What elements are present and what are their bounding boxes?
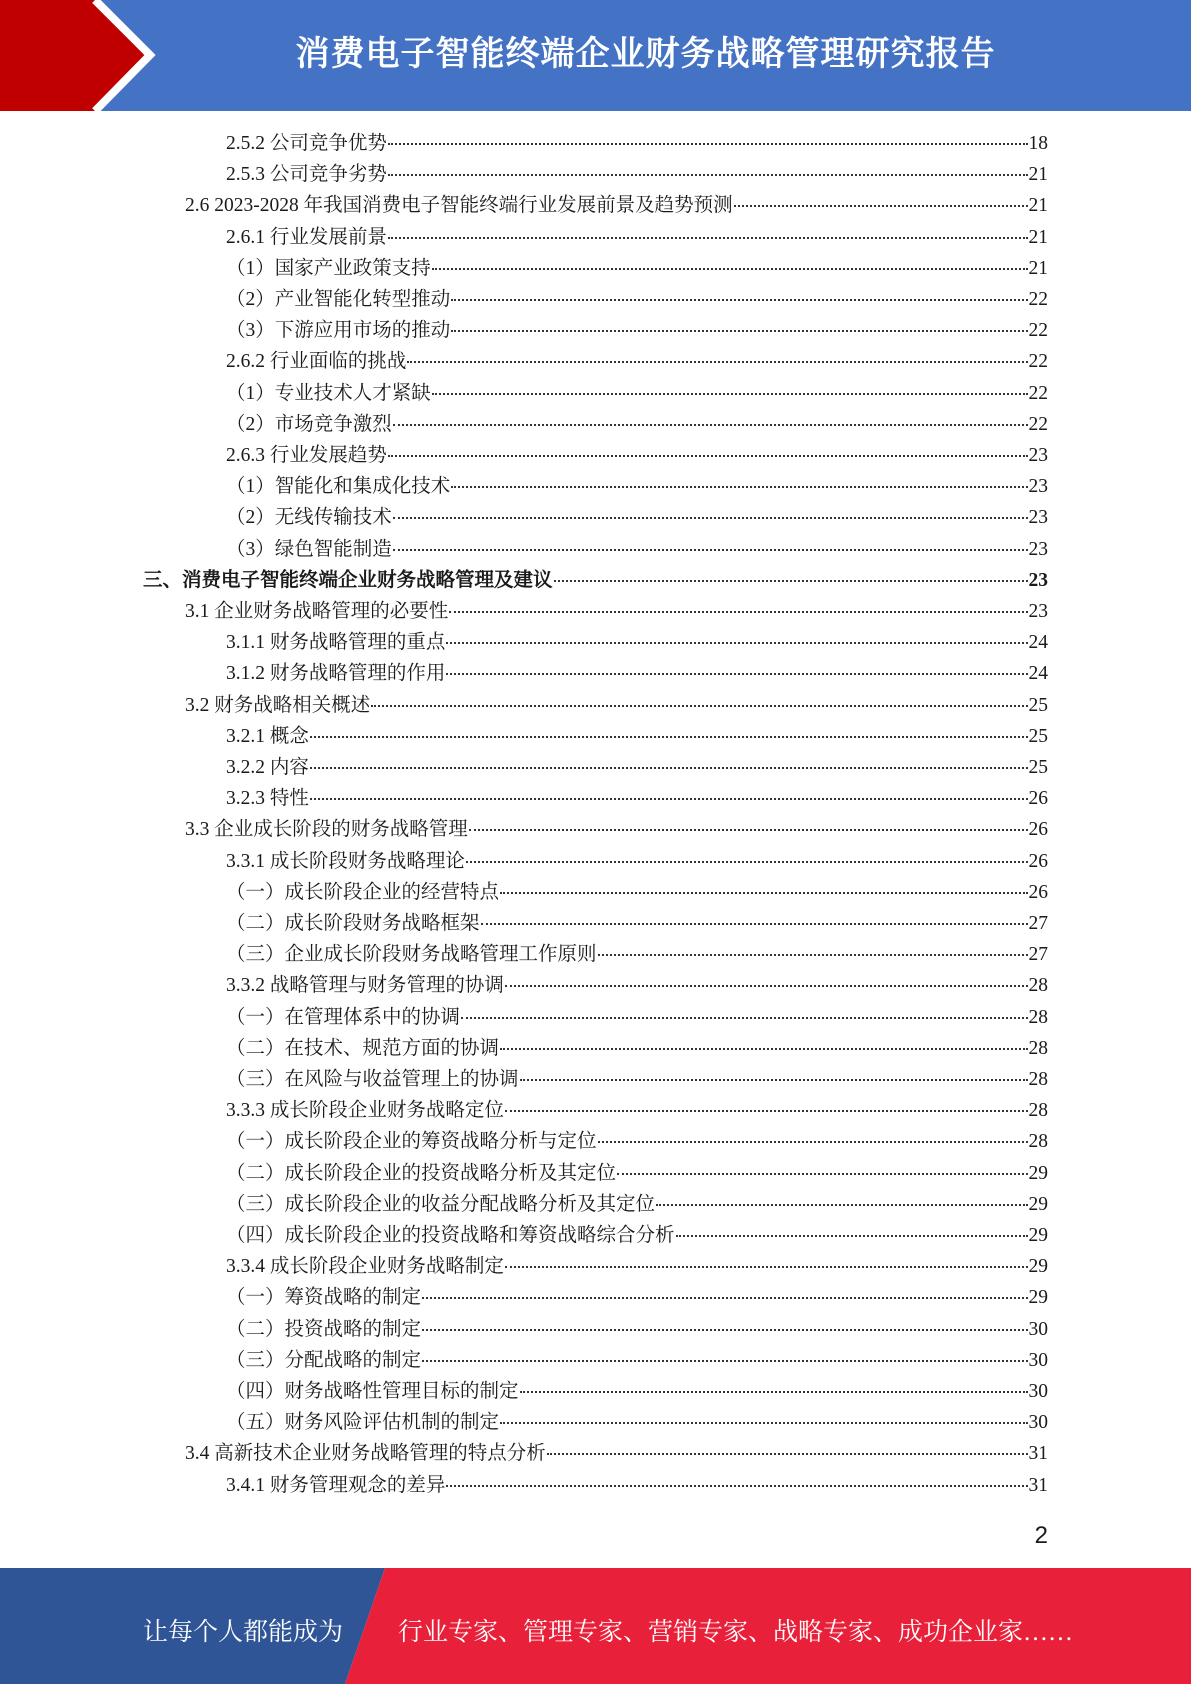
toc-entry-page: 30 xyxy=(1028,1318,1048,1340)
toc-entry-label: 3.3.1 成长阶段财务战略理论 xyxy=(226,850,465,872)
toc-entry[interactable] xyxy=(226,127,1048,155)
toc-entry[interactable] xyxy=(226,1281,1048,1309)
report-title: 消费电子智能终端企业财务战略管理研究报告 xyxy=(295,34,996,74)
toc-leader-dots xyxy=(449,611,1027,613)
footer-slogan-left: 让每个人都能成为 xyxy=(143,1619,344,1646)
toc-entry-label: 3.4 高新技术企业财务战略管理的特点分析 xyxy=(185,1443,546,1465)
toc-entry-label: （三）企业成长阶段财务战略管理工作原则 xyxy=(226,944,597,966)
toc-leader-dots xyxy=(598,1141,1028,1143)
toc-entry-page: 31 xyxy=(1028,1443,1048,1465)
toc-entry-label: 2.5.2 公司竞争优势 xyxy=(226,133,387,154)
toc-leader-dots xyxy=(505,985,1028,987)
toc-entry-page: 29 xyxy=(1028,1225,1048,1246)
toc-leader-dots xyxy=(500,1422,1027,1424)
toc-entry-label: （一）成长阶段企业的筹资战略分析与定位 xyxy=(226,1131,597,1153)
toc-leader-dots xyxy=(469,829,1028,831)
toc-entry-label: （三）在风险与收益管理上的协调 xyxy=(226,1069,519,1090)
toc-entry-page: 27 xyxy=(1028,913,1048,934)
toc-entry-label: 3.2.1 概念 xyxy=(226,725,309,747)
toc-entry-page: 24 xyxy=(1028,632,1048,654)
toc-entry-page: 23 xyxy=(1028,476,1048,498)
toc-entry-page: 23 xyxy=(1028,601,1048,622)
toc-leader-dots xyxy=(598,954,1028,956)
toc-leader-dots xyxy=(466,861,1028,863)
page-footer xyxy=(0,1568,1191,1684)
toc-entry[interactable] xyxy=(226,1344,1048,1372)
toc-entry[interactable] xyxy=(226,1250,1048,1278)
toc-leader-dots xyxy=(422,1297,1027,1299)
toc-entry[interactable] xyxy=(226,1469,1048,1497)
toc-entry[interactable] xyxy=(226,314,1048,342)
toc-leader-dots xyxy=(547,1453,1028,1455)
toc-entry-page: 18 xyxy=(1028,133,1048,154)
toc-entry-label: （3）绿色智能制造 xyxy=(226,538,392,560)
toc-entry-page: 28 xyxy=(1028,1037,1048,1059)
toc-entry-page: 26 xyxy=(1028,881,1048,903)
toc-entry-page: 26 xyxy=(1028,819,1048,841)
toc-leader-dots xyxy=(432,268,1028,270)
toc-entry[interactable] xyxy=(226,720,1048,748)
toc-entry-page: 21 xyxy=(1028,226,1048,248)
toc-entry-label: （二）投资战略的制定 xyxy=(226,1318,422,1340)
toc-entry-label: （2）产业智能化转型推动 xyxy=(226,289,451,310)
toc-entry[interactable] xyxy=(226,283,1048,311)
toc-leader-dots xyxy=(310,736,1028,738)
toc-entry-page: 23 xyxy=(1028,507,1048,529)
toc-entry[interactable] xyxy=(185,689,1048,717)
toc-entry[interactable] xyxy=(226,533,1048,561)
toc-entry-label: 3.1.1 财务战略管理的重点 xyxy=(226,632,446,654)
toc-leader-dots xyxy=(432,393,1028,395)
toc-entry[interactable] xyxy=(226,876,1048,904)
toc-leader-dots xyxy=(422,1329,1027,1331)
toc-entry[interactable] xyxy=(226,377,1048,405)
toc-entry-page: 26 xyxy=(1028,788,1048,810)
toc-entry[interactable] xyxy=(226,345,1048,373)
toc-leader-dots xyxy=(388,174,1028,176)
toc-entry-page: 28 xyxy=(1028,1006,1048,1028)
toc-entry-label: 2.6.2 行业面临的挑战 xyxy=(226,351,407,373)
toc-entry-page: 30 xyxy=(1028,1412,1048,1434)
toc-entry-label: 3.1 企业财务战略管理的必要性 xyxy=(185,601,449,622)
toc-entry-page: 21 xyxy=(1028,257,1048,279)
toc-entry[interactable] xyxy=(185,1437,1048,1465)
toc-entry-label: （一）筹资战略的制定 xyxy=(226,1287,422,1309)
toc-entry-label: 3.1.2 财务战略管理的作用 xyxy=(226,663,446,685)
toc-entry-label: 三、消费电子智能终端企业财务战略管理及建议 xyxy=(143,569,553,591)
toc-entry[interactable] xyxy=(226,1219,1048,1247)
toc-entry-label: 3.3 企业成长阶段的财务战略管理 xyxy=(185,819,468,841)
toc-leader-dots xyxy=(451,486,1027,488)
toc-leader-dots xyxy=(446,1485,1027,1487)
toc-entry[interactable] xyxy=(226,470,1048,498)
toc-leader-dots xyxy=(310,798,1028,800)
toc-leader-dots xyxy=(676,1235,1028,1237)
toc-leader-dots xyxy=(422,1360,1027,1362)
toc-entry-page: 27 xyxy=(1028,944,1048,966)
toc-entry-label: （五）财务风险评估机制的制定 xyxy=(226,1412,500,1434)
toc-entry-label: （二）成长阶段财务战略框架 xyxy=(226,913,480,934)
toc-entry[interactable] xyxy=(226,221,1048,249)
toc-entry-page: 22 xyxy=(1028,320,1048,342)
toc-entry-label: 2.6.1 行业发展前景 xyxy=(226,226,387,248)
toc-entry[interactable] xyxy=(226,626,1048,654)
toc-entry-page: 23 xyxy=(1028,569,1048,591)
toc-entry-label: 3.2.2 内容 xyxy=(226,757,309,778)
toc-entry-page: 28 xyxy=(1028,1069,1048,1090)
toc-leader-dots xyxy=(388,143,1028,145)
toc-leader-dots xyxy=(393,517,1028,519)
toc-entry-label: 2.6.3 行业发展趋势 xyxy=(226,445,387,466)
toc-leader-dots xyxy=(388,455,1028,457)
toc-entry[interactable] xyxy=(185,595,1048,623)
toc-entry-page: 21 xyxy=(1028,195,1048,217)
toc-entry[interactable] xyxy=(226,657,1048,685)
toc-entry[interactable] xyxy=(185,813,1048,841)
toc-entry-page: 22 xyxy=(1028,351,1048,373)
toc-entry-label: 3.3.3 成长阶段企业财务战略定位 xyxy=(226,1100,504,1122)
toc-entry-label: （2）市场竞争激烈 xyxy=(226,413,392,435)
toc-entry-page: 30 xyxy=(1028,1349,1048,1371)
toc-entry-page: 29 xyxy=(1028,1256,1048,1278)
toc-entry[interactable] xyxy=(226,938,1048,966)
toc-entry[interactable] xyxy=(226,1375,1048,1403)
toc-entry-page: 28 xyxy=(1028,1131,1048,1153)
toc-entry[interactable] xyxy=(226,1063,1048,1091)
toc-leader-dots xyxy=(451,330,1027,332)
toc-entry-page: 23 xyxy=(1028,538,1048,560)
toc-leader-dots xyxy=(500,1048,1027,1050)
toc-entry-label: 3.2.3 特性 xyxy=(226,788,309,810)
toc-entry[interactable] xyxy=(226,845,1048,873)
toc-leader-dots xyxy=(554,580,1028,582)
toc-entry-label: 3.4.1 财务管理观念的差异 xyxy=(226,1474,446,1496)
toc-entry-page: 29 xyxy=(1028,1162,1048,1184)
toc-entry[interactable] xyxy=(226,1125,1048,1153)
toc-entry-page: 24 xyxy=(1028,663,1048,685)
toc-entry[interactable] xyxy=(226,1313,1048,1341)
toc-entry-page: 22 xyxy=(1028,289,1048,310)
toc-entry[interactable] xyxy=(226,252,1048,280)
toc-leader-dots xyxy=(446,673,1027,675)
toc-entry-page: 22 xyxy=(1028,413,1048,435)
toc-entry[interactable] xyxy=(226,408,1048,436)
toc-entry-label: （四）财务战略性管理目标的制定 xyxy=(226,1381,519,1402)
toc-leader-dots xyxy=(393,549,1028,551)
toc-leader-dots xyxy=(446,642,1027,644)
toc-entry[interactable] xyxy=(226,1032,1048,1060)
toc-leader-dots xyxy=(520,1391,1028,1393)
toc-entry[interactable] xyxy=(226,1188,1048,1216)
toc-leader-dots xyxy=(505,1266,1028,1268)
toc-leader-dots xyxy=(393,424,1028,426)
toc-entry-page: 22 xyxy=(1028,382,1048,404)
toc-entry-page: 26 xyxy=(1028,850,1048,872)
toc-entry-label: （1）专业技术人才紧缺 xyxy=(226,382,431,404)
toc-leader-dots xyxy=(451,299,1027,301)
toc-leader-dots xyxy=(500,892,1027,894)
toc-entry-page: 29 xyxy=(1028,1193,1048,1215)
toc-entry-label: （一）在管理体系中的协调 xyxy=(226,1006,461,1028)
toc-leader-dots xyxy=(461,1017,1027,1019)
toc-entry-page: 31 xyxy=(1028,1474,1048,1496)
toc-entry-label: 3.3.4 成长阶段企业财务战略制定 xyxy=(226,1256,504,1278)
toc-entry-page: 23 xyxy=(1028,445,1048,466)
toc-entry-page: 25 xyxy=(1028,694,1048,716)
toc-entry-page: 29 xyxy=(1028,1287,1048,1309)
toc-entry-label: （1）智能化和集成化技术 xyxy=(226,476,451,498)
toc-leader-dots xyxy=(505,1110,1028,1112)
toc-entry-page: 30 xyxy=(1028,1381,1048,1402)
toc-entry[interactable] xyxy=(226,1406,1048,1434)
toc-entry[interactable] xyxy=(226,907,1048,935)
toc-entry[interactable] xyxy=(226,501,1048,529)
toc-entry-page: 21 xyxy=(1028,164,1048,186)
toc-entry-label: 3.2 财务战略相关概述 xyxy=(185,694,371,716)
toc-leader-dots xyxy=(617,1173,1027,1175)
toc-leader-dots xyxy=(656,1204,1027,1206)
toc-entry[interactable] xyxy=(226,439,1048,467)
toc-entry-page: 28 xyxy=(1028,975,1048,997)
toc-entry[interactable] xyxy=(226,969,1048,997)
toc-entry[interactable] xyxy=(143,564,1048,592)
toc-entry[interactable] xyxy=(226,1157,1048,1185)
toc-entry-page: 25 xyxy=(1028,725,1048,747)
toc-entry-label: （四）成长阶段企业的投资战略和筹资战略综合分析 xyxy=(226,1225,675,1246)
toc-entry[interactable] xyxy=(226,1094,1048,1122)
toc-leader-dots xyxy=(310,767,1028,769)
toc-entry-label: （3）下游应用市场的推动 xyxy=(226,320,451,342)
toc-entry-label: （三）成长阶段企业的收益分配战略分析及其定位 xyxy=(226,1193,656,1215)
toc-leader-dots xyxy=(371,705,1027,707)
footer-slogan-right: 行业专家、管理专家、营销专家、战略专家、成功企业家…… xyxy=(398,1619,1074,1646)
toc-entry-label: 2.5.3 公司竞争劣势 xyxy=(226,164,387,186)
toc-entry-page: 28 xyxy=(1028,1100,1048,1122)
toc-leader-dots xyxy=(407,361,1027,363)
toc-entry-page: 25 xyxy=(1028,757,1048,778)
toc-entry-label: 3.3.2 战略管理与财务管理的协调 xyxy=(226,975,504,997)
toc-entry[interactable] xyxy=(226,1001,1048,1029)
toc-leader-dots xyxy=(388,237,1028,239)
page-number: 2 xyxy=(1034,1522,1048,1549)
toc-entry-label: （1）国家产业政策支持 xyxy=(226,257,431,279)
toc-entry-label: （一）成长阶段企业的经营特点 xyxy=(226,881,500,903)
page-header xyxy=(0,0,1191,111)
toc-entry-label: （二）在技术、规范方面的协调 xyxy=(226,1037,500,1059)
toc-leader-dots xyxy=(734,205,1028,207)
toc-entry-label: （三）分配战略的制定 xyxy=(226,1349,422,1371)
toc-entry[interactable] xyxy=(185,189,1048,217)
toc-entry-label: （二）成长阶段企业的投资战略分析及其定位 xyxy=(226,1162,617,1184)
toc-entry[interactable] xyxy=(226,158,1048,186)
toc-entry-label: （2）无线传输技术 xyxy=(226,507,392,529)
toc-entry-label: 2.6 2023-2028 年我国消费电子智能终端行业发展前景及趋势预测 xyxy=(185,195,733,217)
toc-entry[interactable] xyxy=(226,751,1048,779)
toc-leader-dots xyxy=(481,923,1028,925)
toc-leader-dots xyxy=(520,1079,1028,1081)
toc-entry[interactable] xyxy=(226,782,1048,810)
